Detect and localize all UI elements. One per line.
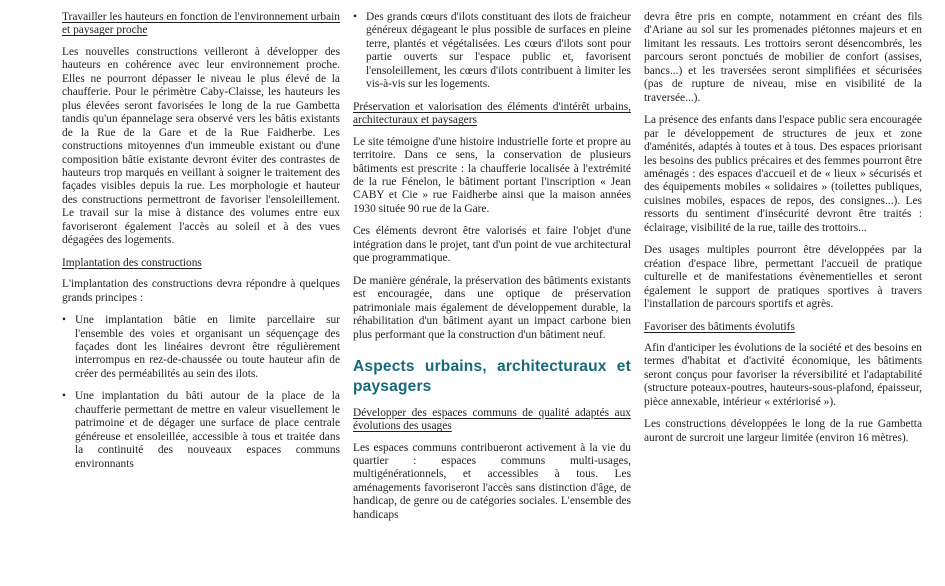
bullet-item bbox=[62, 390, 340, 471]
paragraph: Des usages multiples pourront être développées par la création d'espace libre, permettant l'accueil de pratique culturelle et de manifestations évènementielles et seront également le support de pratiques sportives à travers l'installation de parcours sportifs et agrès. bbox=[644, 244, 922, 311]
section-heading-travailler-hauteurs: Travailler les hauteurs en fonction de l'environnement urbain et paysager proche bbox=[62, 11, 340, 37]
paragraph: La présence des enfants dans l'espace public sera encouragée par le développement de structures de jeux et zone d'aménités, adaptés à toutes et à tous. Des espaces priorisant les besoins des publics précaires et des femmes pourront être aménagés : des espaces d'accueil et de « lieux » sécurisés et des équipements mobiles « solidaires » (toilettes publiques, cuisines mobiles, espaces de repos, des consignes...). Les ressorts du sentiment d'insécurité devront être traités : éclairage, visibilité de la rue, taille des trottoirs... bbox=[644, 114, 922, 234]
paragraph: Ces éléments devront être valorisés et faire l'objet d'une intégration dans le projet, tant d'un point de vue architectural que programmatique. bbox=[353, 225, 631, 265]
bullet-item bbox=[353, 11, 631, 92]
bullet-icon: • bbox=[62, 314, 66, 327]
section-heading-developper-espaces: Développer des espaces communs de qualité adaptés aux évolutions des usages bbox=[353, 406, 631, 433]
bullet-icon: • bbox=[353, 11, 357, 23]
paragraph: L'implantation des constructions devra répondre à quelques grands principes : bbox=[62, 278, 340, 304]
column-right bbox=[644, 11, 922, 586]
section-heading-preservation: Préservation et valorisation des éléments d'intérêt urbains, architecturaux et paysagers bbox=[353, 100, 631, 127]
paragraph: Afin d'anticiper les évolutions de la société et des besoins en termes d'habitat et d'activité économique, les bâtiments seront conçus pour favoriser la réversibilité et l'adaptabilité (structure poteaux-poutres, hauteurs-sous-plafond, épaisseur, pièce annexable, intérieur « extériorisé »). bbox=[644, 341, 922, 408]
paragraph: Les espaces communs contribueront activement à la vie du quartier : espaces communs multi-usages, multigénérationnels, et accessibles à tous. Les aménagements favoriseront l'accès sans distinction d'âge, de handicap, de genre ou de catégories sociales. L'ensemble des handicaps bbox=[353, 441, 631, 521]
paragraph: Les nouvelles constructions veilleront à développer des hauteurs en cohérence avec leur environnement proche. Elles ne pourront dépasser le niveau le plus élevé de la chaufferie. Pour le périmètre Caby-Claisse, les hauteurs les plus élevées seront favorisées le long de la rue Gambetta tandis qu'un épannelage sera observé vers les bâtis existants de la Rue de la Gare et de la Rue Faidherbe. Les constructions mitoyennes d'un immeuble existant ou d'une composition bâtie existante devront éviter des contrastes de hauteurs trop marqués en veillant à soigner le traitement des façades visibles depuis la rue. Les morphologie et hauteur des constructions permettront de favoriser l'ensoleillement. Le travail sur la mise à distance des volumes entre eux favoriseront également l'accès au soleil et à des vues dégagées des logements. bbox=[62, 45, 340, 247]
bullet-icon: • bbox=[62, 390, 66, 403]
bullet-text: Une implantation du bâti autour de la place de la chaufferie permettant de mettre en valeur visuellement le patrimoine et de dégager une surface de place centrale généreuse et ensoleillée, accessible à tous et traitée dans la continuité des nouveaux espaces communs environnants bbox=[75, 390, 340, 470]
bullet-text: Des grands cœurs d'ilots constituant des ilots de fraicheur généreux dégageant le plus possible de surfaces en pleine terre, plantés et végétalisées. Les cœurs d'ilots sont pour partie ouverts sur l'espace public et, favorisent l'ensoleillement, les cœurs d'ilots contribuent à limiter les vis-à-vis sur les logements. bbox=[366, 11, 631, 91]
column-middle bbox=[353, 11, 631, 586]
paragraph: devra être pris en compte, notamment en créant des fils d'Ariane au sol sur les promenades piétonnes majeurs et en limitant les ressauts. Les trottoirs seront désencombrés, les parcours seront ponctués de mobilier de confort (assises, bancs...) et les traversées seront simplifiées et sécurisées (pas de rupture de niveau, mise en visibilité de la traversée...). bbox=[644, 11, 922, 104]
paragraph: De manière générale, la préservation des bâtiments existants est encouragée, dans une optique de préservation patrimoniale mais également de développement durable, la réhabilitation d'un bâtiment ayant un impact carbone bien plus performant que la construction d'un bâtiment neuf. bbox=[353, 274, 631, 341]
bullet-text: Une implantation bâtie en limite parcellaire sur l'ensemble des voies et organisant un séquençage des façades dont les linéaires devront être régulièrement interrompus en rez-de-chaussée ou toute hauteur afin de créer des perméabilités au sein des ilots. bbox=[75, 314, 340, 380]
section-heading-implantation: Implantation des constructions bbox=[62, 256, 202, 269]
paragraph: Le site témoigne d'une histoire industrielle forte et propre au territoire. Dans ce sens, la conservation de plusieurs bâtiments est prescrite : la chaufferie localisée à l'extrémité de la rue Fénelon, le bâtiment portant l'inscription « Jean CABY et Cie » rue Faidherbe ainsi que la maison années 1930 située 90 rue de la Gare. bbox=[353, 135, 631, 215]
paragraph: Les constructions développées le long de la rue Gambetta auront de surcroit une largeur limitée (environ 16 mètres). bbox=[644, 418, 922, 444]
section-heading-favoriser-batiments: Favoriser des bâtiments évolutifs bbox=[644, 320, 795, 333]
bullet-item bbox=[62, 314, 340, 381]
column-left bbox=[62, 11, 340, 586]
main-heading-aspects-urbains: Aspects urbains, architecturaux et paysagers bbox=[353, 357, 631, 395]
